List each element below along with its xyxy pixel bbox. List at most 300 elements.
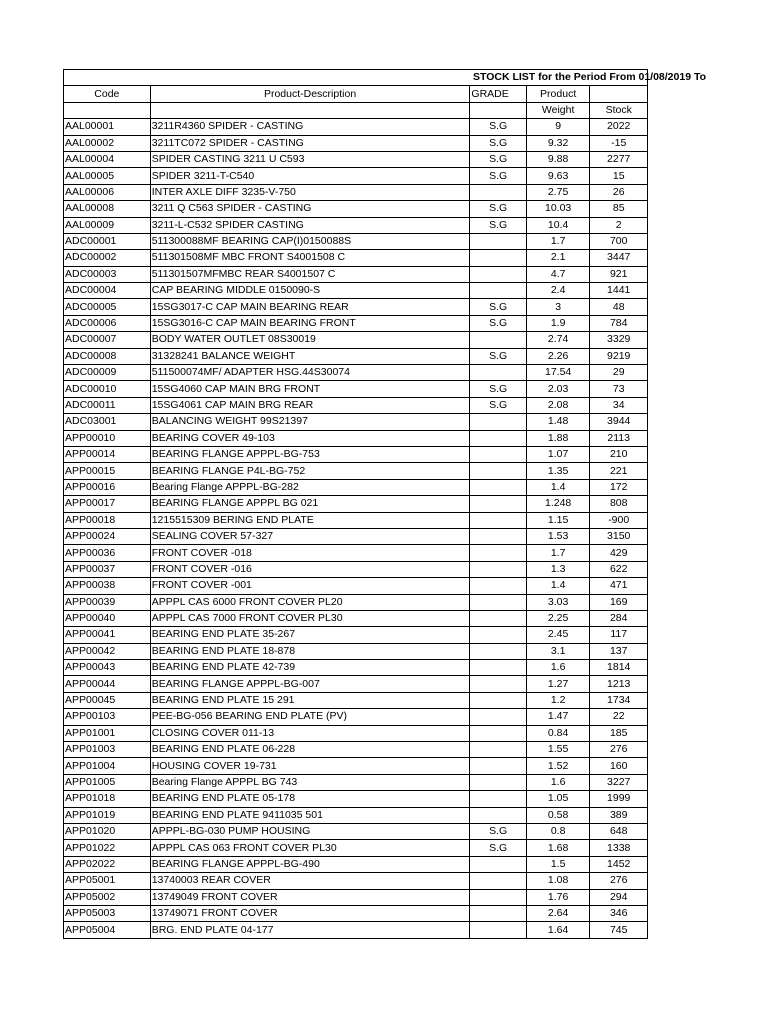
table-row	[64, 233, 648, 249]
table-row	[64, 856, 648, 872]
description-cell: 511300088MF BEARING CAP(I)0150088S	[150, 233, 470, 249]
grade-cell	[470, 889, 526, 905]
weight-cell: 0.58	[526, 807, 590, 823]
weight-cell: 3.1	[526, 643, 590, 659]
code-cell: APP00018	[64, 512, 151, 528]
grade-cell	[470, 512, 526, 528]
description-cell: BEARING FLANGE P4L-BG-752	[150, 463, 470, 479]
code-cell: APP01018	[64, 791, 151, 807]
weight-cell: 1.76	[526, 889, 590, 905]
stock-cell: 3227	[590, 774, 648, 790]
stock-cell: 2022	[590, 119, 648, 135]
table-row	[64, 922, 648, 938]
table-row	[64, 528, 648, 544]
code-cell: APP00010	[64, 430, 151, 446]
table-row	[64, 774, 648, 790]
weight-cell: 3	[526, 299, 590, 315]
code-cell: APP00017	[64, 496, 151, 512]
code-cell: AAL00001	[64, 119, 151, 135]
stock-cell: 471	[590, 578, 648, 594]
stock-cell: 221	[590, 463, 648, 479]
grade-cell	[470, 283, 526, 299]
table-row	[64, 266, 648, 282]
code-cell: ADC00006	[64, 315, 151, 331]
weight-cell: 1.5	[526, 856, 590, 872]
code-cell: AAL00002	[64, 135, 151, 151]
weight-cell: 1.9	[526, 315, 590, 331]
grade-cell: S.G	[470, 315, 526, 331]
stock-cell: 276	[590, 742, 648, 758]
table-row	[64, 545, 648, 561]
description-cell: BODY WATER OUTLET 08S30019	[150, 332, 470, 348]
weight-cell: 2.1	[526, 250, 590, 266]
header-weight: Weight	[526, 102, 590, 118]
grade-cell	[470, 725, 526, 741]
code-cell: APP01022	[64, 840, 151, 856]
weight-cell: 1.6	[526, 660, 590, 676]
stock-cell: 34	[590, 397, 648, 413]
table-row	[64, 397, 648, 413]
stock-cell: 284	[590, 610, 648, 626]
table-row	[64, 299, 648, 315]
description-cell: 15SG4060 CAP MAIN BRG FRONT	[150, 381, 470, 397]
stock-cell: 921	[590, 266, 648, 282]
grade-cell: S.G	[470, 151, 526, 167]
grade-cell	[470, 266, 526, 282]
table-row	[64, 807, 648, 823]
description-cell: BEARING END PLATE 05-178	[150, 791, 470, 807]
header-grade: GRADE	[470, 86, 526, 102]
grade-cell	[470, 463, 526, 479]
grade-cell: S.G	[470, 217, 526, 233]
weight-cell: 4.7	[526, 266, 590, 282]
code-cell: APP05003	[64, 905, 151, 921]
code-cell: APP02022	[64, 856, 151, 872]
grade-cell	[470, 561, 526, 577]
stock-cell: 172	[590, 479, 648, 495]
weight-cell: 1.4	[526, 578, 590, 594]
description-cell: 511301507MFMBC REAR S4001507 C	[150, 266, 470, 282]
description-cell: Bearing Flange APPPL-BG-282	[150, 479, 470, 495]
table-row	[64, 758, 648, 774]
weight-cell: 0.84	[526, 725, 590, 741]
stock-cell: 26	[590, 184, 648, 200]
description-cell: 13749049 FRONT COVER	[150, 889, 470, 905]
code-cell: APP05004	[64, 922, 151, 938]
grade-cell	[470, 250, 526, 266]
weight-cell: 1.07	[526, 446, 590, 462]
code-cell: ADC00007	[64, 332, 151, 348]
table-row	[64, 250, 648, 266]
code-cell: APP00103	[64, 709, 151, 725]
weight-cell: 1.35	[526, 463, 590, 479]
stock-cell: 9219	[590, 348, 648, 364]
code-cell: ADC00005	[64, 299, 151, 315]
stock-table-body	[64, 70, 706, 939]
code-cell: APP00043	[64, 660, 151, 676]
table-row	[64, 873, 648, 889]
stock-list-sheet	[63, 69, 768, 939]
stock-cell: 429	[590, 545, 648, 561]
weight-cell: 1.08	[526, 873, 590, 889]
grade-cell	[470, 856, 526, 872]
description-cell: CAP BEARING MIDDLE 0150090-S	[150, 283, 470, 299]
stock-cell: 2113	[590, 430, 648, 446]
description-cell: 13749071 FRONT COVER	[150, 905, 470, 921]
code-cell: AAL00009	[64, 217, 151, 233]
code-cell: AAL00005	[64, 168, 151, 184]
description-cell: 13740003 REAR COVER	[150, 873, 470, 889]
description-cell: 15SG3016-C CAP MAIN BEARING FRONT	[150, 315, 470, 331]
stock-cell: 3944	[590, 414, 648, 430]
grade-cell	[470, 676, 526, 692]
description-cell: BEARING END PLATE 42-739	[150, 660, 470, 676]
code-cell: ADC00003	[64, 266, 151, 282]
weight-cell: 9	[526, 119, 590, 135]
grade-cell: S.G	[470, 135, 526, 151]
description-cell: APPPL CAS 063 FRONT COVER PL30	[150, 840, 470, 856]
code-cell: APP05002	[64, 889, 151, 905]
description-cell: BEARING FLANGE APPPL-BG-490	[150, 856, 470, 872]
grade-cell: S.G	[470, 201, 526, 217]
header-stock-top	[590, 86, 648, 102]
table-row	[64, 430, 648, 446]
grade-cell	[470, 446, 526, 462]
grade-cell: S.G	[470, 840, 526, 856]
code-cell: APP00038	[64, 578, 151, 594]
header-product: Product	[526, 86, 590, 102]
title-cell	[64, 70, 706, 86]
code-cell: ADC00008	[64, 348, 151, 364]
grade-cell: S.G	[470, 168, 526, 184]
weight-cell: 2.25	[526, 610, 590, 626]
description-cell: Bearing Flange APPPL BG 743	[150, 774, 470, 790]
grade-cell: S.G	[470, 348, 526, 364]
grade-cell	[470, 905, 526, 921]
stock-cell: 1213	[590, 676, 648, 692]
code-cell: APP00040	[64, 610, 151, 626]
code-cell: APP01004	[64, 758, 151, 774]
description-cell: SEALING COVER 57-327	[150, 528, 470, 544]
code-cell: AAL00008	[64, 201, 151, 217]
grade-cell	[470, 758, 526, 774]
table-row	[64, 905, 648, 921]
stock-cell: 185	[590, 725, 648, 741]
description-cell: APPPL CAS 7000 FRONT COVER PL30	[150, 610, 470, 626]
weight-cell: 2.74	[526, 332, 590, 348]
grade-cell	[470, 233, 526, 249]
stock-cell: 3447	[590, 250, 648, 266]
code-cell: APP01019	[64, 807, 151, 823]
header-row-1	[64, 86, 648, 102]
header-stock: Stock	[590, 102, 648, 118]
description-cell: BRG. END PLATE 04-177	[150, 922, 470, 938]
weight-cell: 10.03	[526, 201, 590, 217]
description-cell: BEARING END PLATE 9411035 501	[150, 807, 470, 823]
table-row	[64, 151, 648, 167]
stock-cell: 1452	[590, 856, 648, 872]
stock-cell: 622	[590, 561, 648, 577]
code-cell: ADC00004	[64, 283, 151, 299]
stock-cell: 1338	[590, 840, 648, 856]
weight-cell: 2.4	[526, 283, 590, 299]
stock-cell: 700	[590, 233, 648, 249]
grade-cell	[470, 496, 526, 512]
header-row-2	[64, 102, 648, 118]
weight-cell: 1.47	[526, 709, 590, 725]
weight-cell: 1.2	[526, 692, 590, 708]
table-row	[64, 627, 648, 643]
stock-cell: 85	[590, 201, 648, 217]
stock-cell: 294	[590, 889, 648, 905]
weight-cell: 9.32	[526, 135, 590, 151]
stock-cell: 160	[590, 758, 648, 774]
description-cell: 511500074MF/ ADAPTER HSG.44S30074	[150, 365, 470, 381]
stock-cell: 389	[590, 807, 648, 823]
description-cell: FRONT COVER -001	[150, 578, 470, 594]
grade-cell: S.G	[470, 299, 526, 315]
weight-cell: 2.75	[526, 184, 590, 200]
weight-cell: 10.4	[526, 217, 590, 233]
table-row	[64, 840, 648, 856]
table-row	[64, 201, 648, 217]
code-cell: ADC00002	[64, 250, 151, 266]
table-row	[64, 332, 648, 348]
table-row	[64, 315, 648, 331]
grade-cell	[470, 184, 526, 200]
description-cell: BEARING END PLATE 06-228	[150, 742, 470, 758]
weight-cell: 9.88	[526, 151, 590, 167]
code-cell: APP00041	[64, 627, 151, 643]
header-code: Code	[64, 86, 151, 102]
weight-cell: 1.05	[526, 791, 590, 807]
code-cell: ADC00009	[64, 365, 151, 381]
weight-cell: 1.52	[526, 758, 590, 774]
report-title: STOCK LIST for the Period From 01/08/2019 To	[473, 71, 706, 84]
table-row	[64, 742, 648, 758]
stock-cell: 784	[590, 315, 648, 331]
weight-cell: 17.54	[526, 365, 590, 381]
stock-cell: 346	[590, 905, 648, 921]
code-cell: APP00042	[64, 643, 151, 659]
stock-table	[63, 69, 706, 939]
description-cell: 15SG3017-C CAP MAIN BEARING REAR	[150, 299, 470, 315]
weight-cell: 1.48	[526, 414, 590, 430]
description-cell: HOUSING COVER 19-731	[150, 758, 470, 774]
table-row	[64, 643, 648, 659]
stock-cell: 15	[590, 168, 648, 184]
grade-cell	[470, 414, 526, 430]
stock-cell: 1734	[590, 692, 648, 708]
description-cell: 1215515309 BERING END PLATE	[150, 512, 470, 528]
grade-cell	[470, 807, 526, 823]
code-cell: APP01005	[64, 774, 151, 790]
code-cell: APP00036	[64, 545, 151, 561]
description-cell: 3211TC072 SPIDER - CASTING	[150, 135, 470, 151]
table-row	[64, 135, 648, 151]
weight-cell: 1.3	[526, 561, 590, 577]
description-cell: BEARING COVER 49-103	[150, 430, 470, 446]
table-row	[64, 381, 648, 397]
table-row	[64, 676, 648, 692]
grade-cell	[470, 660, 526, 676]
code-cell: APP00039	[64, 594, 151, 610]
stock-cell: 1814	[590, 660, 648, 676]
weight-cell: 2.45	[526, 627, 590, 643]
grade-cell: S.G	[470, 397, 526, 413]
grade-cell	[470, 545, 526, 561]
description-cell: 31328241 BALANCE WEIGHT	[150, 348, 470, 364]
stock-cell: 210	[590, 446, 648, 462]
code-cell: ADC00010	[64, 381, 151, 397]
table-row	[64, 348, 648, 364]
stock-cell: 2	[590, 217, 648, 233]
description-cell: 3211R4360 SPIDER - CASTING	[150, 119, 470, 135]
code-cell: APP00014	[64, 446, 151, 462]
table-row	[64, 184, 648, 200]
table-row	[64, 709, 648, 725]
description-cell: SPIDER 3211-T-C540	[150, 168, 470, 184]
stock-cell: 22	[590, 709, 648, 725]
description-cell: 3211 Q C563 SPIDER - CASTING	[150, 201, 470, 217]
stock-cell: 1441	[590, 283, 648, 299]
stock-cell: 3329	[590, 332, 648, 348]
code-cell: APP01001	[64, 725, 151, 741]
table-row	[64, 692, 648, 708]
description-cell: CLOSING COVER 011-13	[150, 725, 470, 741]
weight-cell: 2.64	[526, 905, 590, 921]
grade-cell	[470, 627, 526, 643]
stock-cell: 137	[590, 643, 648, 659]
weight-cell: 1.248	[526, 496, 590, 512]
code-cell: APP00044	[64, 676, 151, 692]
description-cell: 15SG4061 CAP MAIN BRG REAR	[150, 397, 470, 413]
weight-cell: 1.64	[526, 922, 590, 938]
description-cell: BALANCING WEIGHT 99S21397	[150, 414, 470, 430]
grade-cell	[470, 578, 526, 594]
stock-cell: -15	[590, 135, 648, 151]
grade-cell	[470, 742, 526, 758]
grade-cell	[470, 479, 526, 495]
weight-cell: 3.03	[526, 594, 590, 610]
grade-cell: S.G	[470, 381, 526, 397]
weight-cell: 1.27	[526, 676, 590, 692]
grade-cell: S.G	[470, 823, 526, 839]
stock-cell: 648	[590, 823, 648, 839]
table-row	[64, 823, 648, 839]
code-cell: APP00015	[64, 463, 151, 479]
weight-cell: 1.6	[526, 774, 590, 790]
stock-cell: 808	[590, 496, 648, 512]
description-cell: FRONT COVER -016	[150, 561, 470, 577]
weight-cell: 1.7	[526, 233, 590, 249]
grade-cell	[470, 610, 526, 626]
weight-cell: 0.8	[526, 823, 590, 839]
table-row	[64, 168, 648, 184]
description-cell: BEARING FLANGE APPPL-BG-007	[150, 676, 470, 692]
code-cell: APP00016	[64, 479, 151, 495]
grade-cell	[470, 365, 526, 381]
code-cell: ADC00011	[64, 397, 151, 413]
weight-cell: 2.03	[526, 381, 590, 397]
stock-cell: 2277	[590, 151, 648, 167]
description-cell: BEARING END PLATE 35-267	[150, 627, 470, 643]
table-row	[64, 217, 648, 233]
grade-cell	[470, 709, 526, 725]
code-cell: APP00024	[64, 528, 151, 544]
stock-cell: -900	[590, 512, 648, 528]
grade-cell	[470, 332, 526, 348]
stock-cell: 169	[590, 594, 648, 610]
code-cell: APP00045	[64, 692, 151, 708]
description-cell: BEARING END PLATE 15 291	[150, 692, 470, 708]
table-row	[64, 283, 648, 299]
table-row	[64, 610, 648, 626]
weight-cell: 1.15	[526, 512, 590, 528]
table-row	[64, 578, 648, 594]
table-row	[64, 479, 648, 495]
code-cell: ADC00001	[64, 233, 151, 249]
weight-cell: 1.4	[526, 479, 590, 495]
description-cell: PEE-BG-056 BEARING END PLATE (PV)	[150, 709, 470, 725]
grade-cell	[470, 594, 526, 610]
grade-cell	[470, 873, 526, 889]
header-grade-cont	[470, 102, 526, 118]
header-description-cont	[150, 102, 470, 118]
table-row	[64, 660, 648, 676]
table-row	[64, 512, 648, 528]
code-cell: ADC03001	[64, 414, 151, 430]
weight-cell: 1.53	[526, 528, 590, 544]
table-row	[64, 594, 648, 610]
table-row	[64, 463, 648, 479]
table-row	[64, 119, 648, 135]
description-cell: BEARING END PLATE 18-878	[150, 643, 470, 659]
stock-cell: 276	[590, 873, 648, 889]
grade-cell	[470, 430, 526, 446]
table-row	[64, 561, 648, 577]
header-code-cont	[64, 102, 151, 118]
code-cell: APP00037	[64, 561, 151, 577]
table-row	[64, 414, 648, 430]
code-cell: AAL00006	[64, 184, 151, 200]
grade-cell: S.G	[470, 119, 526, 135]
table-row	[64, 791, 648, 807]
weight-cell: 2.08	[526, 397, 590, 413]
table-row	[64, 889, 648, 905]
description-cell: APPPL CAS 6000 FRONT COVER PL20	[150, 594, 470, 610]
description-cell: INTER AXLE DIFF 3235-V-750	[150, 184, 470, 200]
grade-cell	[470, 791, 526, 807]
grade-cell	[470, 643, 526, 659]
description-cell: 3211-L-C532 SPIDER CASTING	[150, 217, 470, 233]
stock-cell: 117	[590, 627, 648, 643]
grade-cell	[470, 922, 526, 938]
weight-cell: 1.88	[526, 430, 590, 446]
table-row	[64, 725, 648, 741]
code-cell: AAL00004	[64, 151, 151, 167]
weight-cell: 1.55	[526, 742, 590, 758]
grade-cell	[470, 528, 526, 544]
table-row	[64, 446, 648, 462]
header-description: Product-Description	[150, 86, 470, 102]
stock-cell: 3150	[590, 528, 648, 544]
weight-cell: 1.68	[526, 840, 590, 856]
grade-cell	[470, 692, 526, 708]
description-cell: BEARING FLANGE APPPL BG 021	[150, 496, 470, 512]
description-cell: APPPL-BG-030 PUMP HOUSING	[150, 823, 470, 839]
stock-cell: 745	[590, 922, 648, 938]
